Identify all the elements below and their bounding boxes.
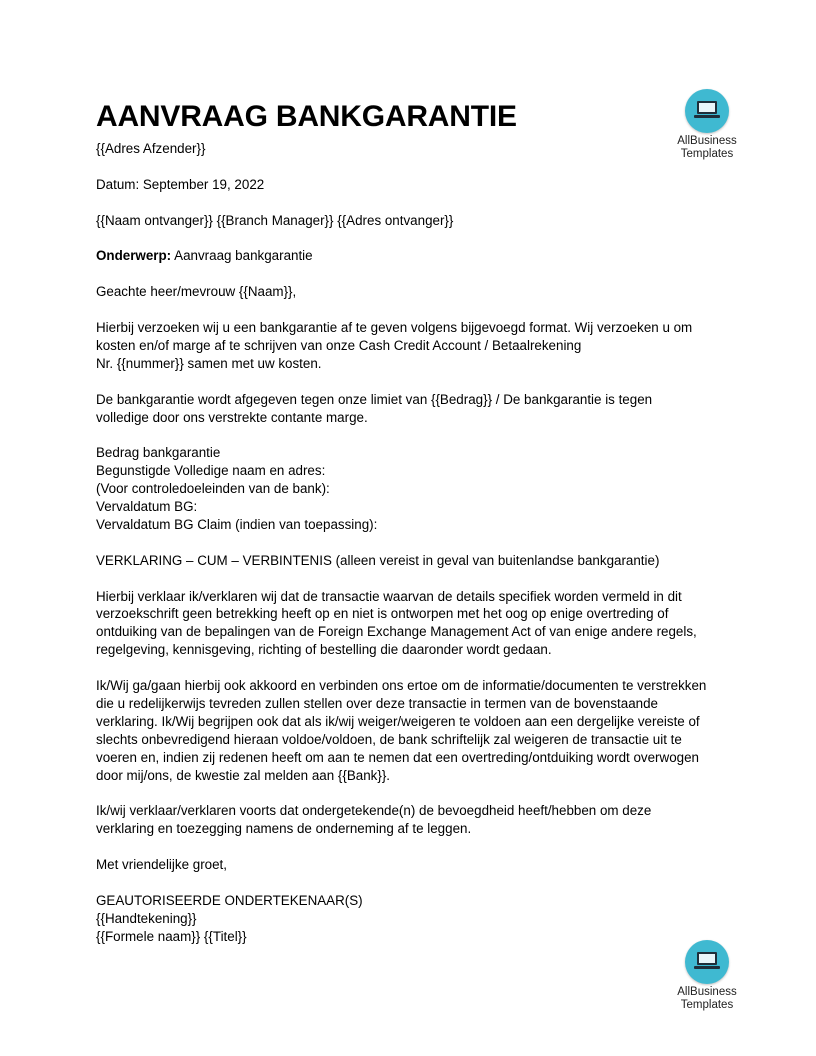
- sender-address: {{Adres Afzender}}: [96, 141, 206, 156]
- logo-text: AllBusiness Templates: [677, 135, 737, 160]
- field-beneficiary: Begunstigde Volledige naam en adres:: [96, 463, 326, 479]
- signatory-block: [96, 892, 726, 946]
- subject-text: Aanvraag bankgarantie: [171, 248, 313, 264]
- logo-text: AllBusiness Templates: [677, 986, 737, 1011]
- laptop-icon: [685, 940, 729, 984]
- name-title-placeholder: {{Formele naam}} {{Titel}}: [96, 928, 247, 944]
- letter-date: Datum: September 19, 2022: [96, 176, 265, 192]
- paragraph-limit: De bankgarantie wordt afgegeven tegen onze limiet van {{Bedrag}} / De bankgarantie is tegen volledige door ons verstrekte contante marge.: [96, 391, 653, 425]
- greeting: Geachte heer/mevrouw {{Naam}},: [96, 284, 297, 300]
- field-amount: Bedrag bankgarantie: [96, 445, 221, 461]
- recipient-line: {{Naam ontvanger}} {{Branch Manager}} {{Adres ontvanger}}: [96, 212, 454, 228]
- field-bank-check: (Voor controledoeleinden van de bank):: [96, 481, 330, 497]
- field-expiry: Vervaldatum BG:: [96, 499, 198, 515]
- signature-placeholder: {{Handtekening}}: [96, 910, 197, 926]
- paragraph-declaration: Hierbij verklaar ik/verklaren wij dat de transactie waarvan de details specifiek worden vermeld in dit verzoekschrift geen betrekking heeft op en niet is ontworpen met het oog op enige overtreding of ontduiking van de bepalingen van de Foreign Exchange Management Act of van enige andere regels, regelgeving, kennisgeving, richting of bestelling die daaronder wordt gedaan.: [96, 588, 697, 658]
- closing: Met vriendelijke groet,: [96, 857, 227, 873]
- letter-body: [96, 98, 726, 946]
- declaration-heading: VERKLARING – CUM – VERBINTENIS (alleen vereist in geval van buitenlandse bankgarantie): [96, 552, 660, 568]
- document-title: AANVRAAG BANKGARANTIE: [96, 100, 517, 133]
- paragraph-request: Hierbij verzoeken wij u een bankgarantie af te geven volgens bijgevoegd format. Wij verzoeken u om kosten en/of marge af te schrijven van onze Cash Credit Account / Betaalrekening Nr. {{nummer}} samen met uw kosten.: [96, 319, 693, 371]
- field-claim-expiry: Vervaldatum BG Claim (indien van toepassing):: [96, 516, 378, 532]
- paragraph-authority: Ik/wij verklaar/verklaren voorts dat ondergetekende(n) de bevoegdheid heeft/hebben om deze verklaring en toezegging namens de onderneming af te leggen.: [96, 803, 652, 837]
- paragraph-agreement: Ik/Wij ga/gaan hierbij ook akkoord en verbinden ons ertoe om de informatie/documenten te verstrekken die u redelijkerwijs tevreden zullen stellen over deze transactie in termen van de bovenstaande verklaring. Ik/Wij begrijpen ook dat als ik/wij weiger/weigeren te voldoen aan een dergelijke vereiste of slechts onbevredigend hieraan voldoe/voldoen, de bank schriftelijk zal weigeren de transactie uit te voeren en, indien zij redenen heeft om aan te nemen dat een overtreding/ontduiking wordt overwogen door mij/ons, de kwestie zal melden aan {{Bank}}.: [96, 678, 707, 783]
- signatory-heading: GEAUTORISEERDE ONDERTEKENAAR(S): [96, 892, 363, 908]
- subject-line: [96, 247, 726, 265]
- subject-label: Onderwerp:: [96, 248, 172, 264]
- allbusiness-logo-bottom: [667, 940, 747, 1012]
- guarantee-fields: [96, 444, 726, 534]
